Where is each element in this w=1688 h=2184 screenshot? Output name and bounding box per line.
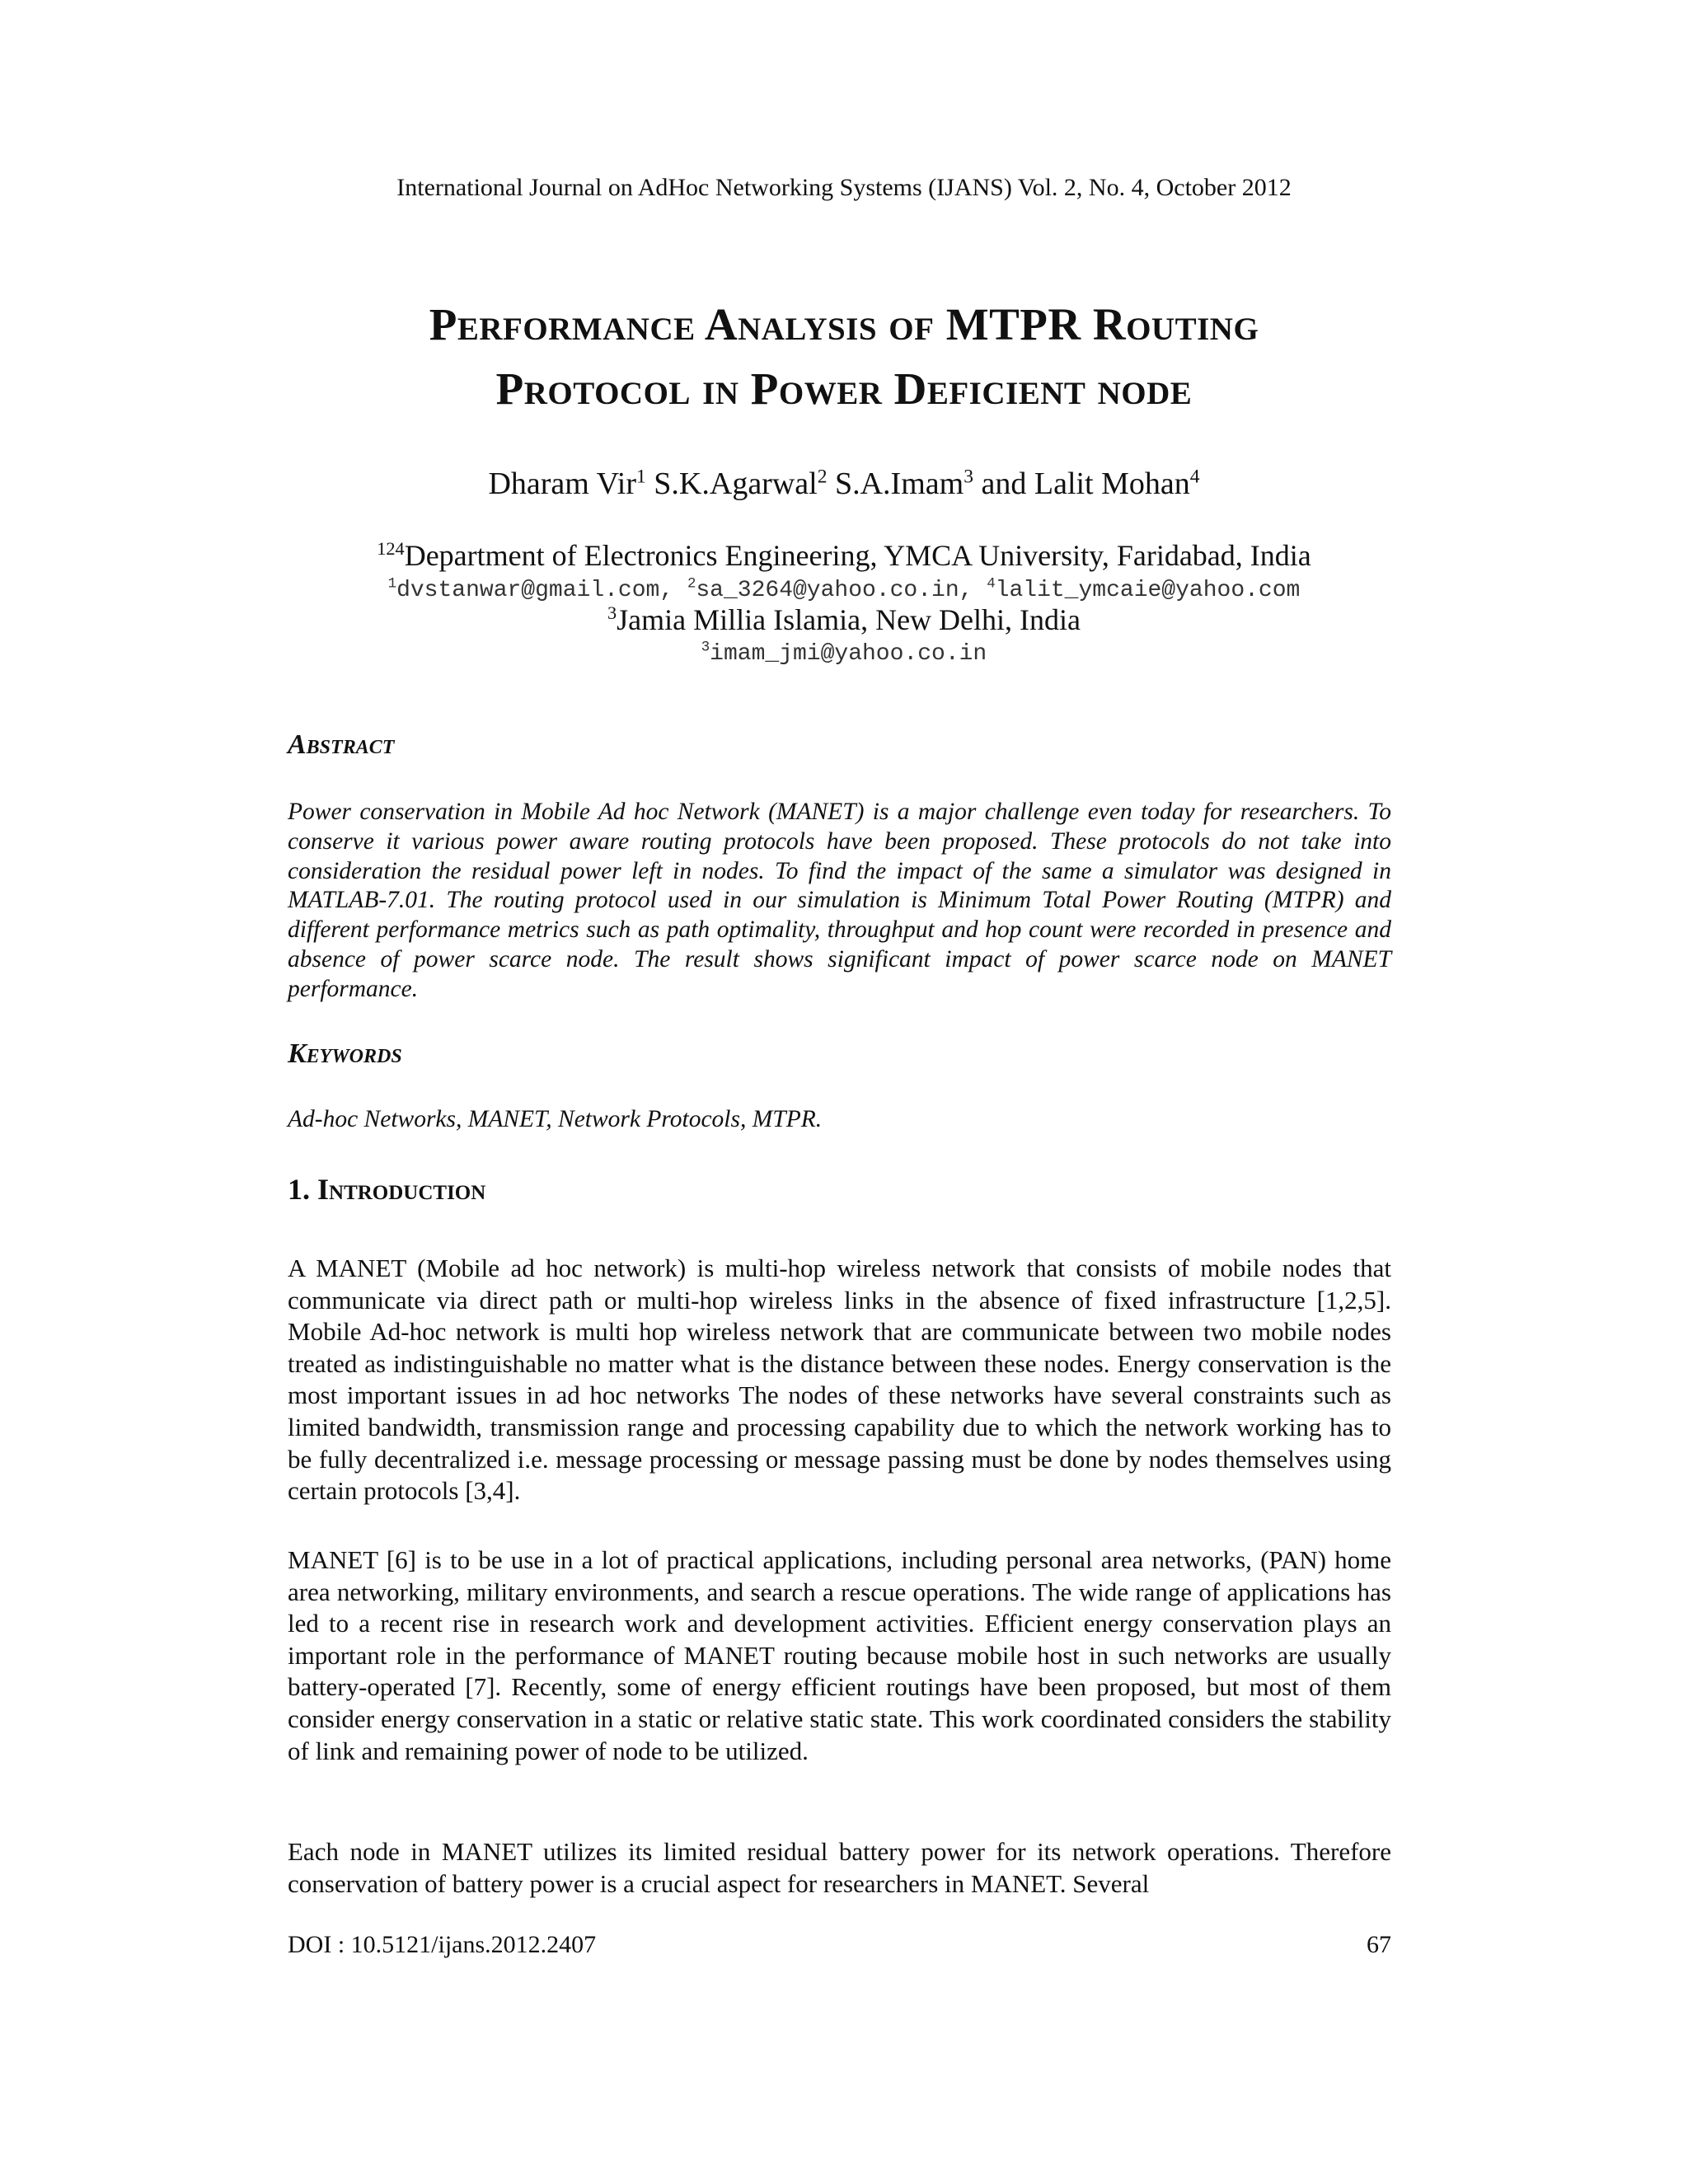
author-name: S.A.Imam [834,466,964,501]
email-mark: 4 [987,576,996,593]
email-address[interactable]: dvstanwar@gmail.com, [396,578,674,603]
author-name: S.K.Agarwal [654,466,818,501]
affiliation-mark: 124 [377,538,405,559]
affiliation-text: Department of Electronics Engineering, YMCA University, Faridabad, India [404,539,1311,572]
intro-paragraph-2: MANET [6] is to be use in a lot of practical applications, including personal area networks, (PAN) home area networking, military environments, and search a rescue operations. The wide range of applications has led to a recent rise in research work and development activities. Efficient energy conservation plays an important role in the performance of MANET routing because mobile host in such networks are usually battery-operated [7]. Recently, some of energy efficient routings have been proposed, but most of them consider energy conservation in a static or relative static state. This work coordinated considers the stability of link and remaining power of node to be utilized. [288,1545,1391,1765]
email-mark: 3 [701,640,710,656]
intro-paragraph-1: A MANET (Mobile ad hoc network) is multi-hop wireless network that consists of mobile nodes that communicate via direct path or multi-hop wireless links in the absence of fixed infrastructure [1,2,5]. Mobile Ad-hoc network is multi hop wireless network that are communicate between two mobile nodes treated as indistinguishable no matter what is the distance between these nodes. Energy conservation is the most important issues in ad hoc networks The nodes of these networks have several constraints such as limited bandwidth, transmission range and processing capability due to which the network working has to be fully decentralized i.e. message processing or message passing must be done by nodes themselves using certain protocols [3,4]. [288,1254,1391,1506]
title-line-2: Protocol in Power Deficient node [495,363,1193,414]
email-mark: 2 [687,576,696,593]
keywords-text: Ad-hoc Networks, MANET, Network Protocols, MTPR. [288,1106,823,1132]
page-number: 67 [1367,1931,1391,1958]
author-mark: 2 [817,466,828,488]
title-line-1: Performance Analysis of MTPR Routing [429,299,1259,349]
keywords-heading: Keywords [288,1038,402,1069]
affiliation-text: Jamia Millia Islamia, New Delhi, India [617,603,1081,636]
email-address[interactable]: sa_3264@yahoo.co.in, [696,578,973,603]
author-mark: 1 [636,466,646,488]
affiliation-ymca [0,537,1688,574]
author-mark: 4 [1189,466,1200,488]
email-mark: 1 [387,576,397,593]
author-name: Dharam Vir [488,466,637,501]
affiliation-mark: 3 [607,602,617,623]
email-address[interactable]: lalit_ymcaie@yahoo.com [995,578,1301,603]
journal-header: International Journal on AdHoc Networking Systems (IJANS) Vol. 2, No. 4, October 2012 [396,174,1292,201]
author-list [0,463,1688,504]
affiliation-jamia [0,602,1688,638]
email-line-2 [0,640,1688,668]
authors-joiner: and [981,466,1027,501]
abstract-heading: Abstract [288,729,395,760]
footer-doi: DOI : 10.5121/ijans.2012.2407 [288,1931,597,1958]
author-name: Lalit Mohan [1034,466,1190,501]
email-line-1 [0,577,1688,605]
abstract-text: Power conservation in Mobile Ad hoc Network (MANET) is a major challenge even today for researchers. To conserve it various power aware routing protocols have been proposed. These protocols do not take into consideration the residual power left in nodes. To find the impact of the same a simulator was designed in MATLAB-7.01. The routing protocol used in our simulation is Minimum Total Power Routing (MTPR) and different performance metrics such as path optimality, throughput and hop count were recorded in presence and absence of power scarce node. The result shows significant impact of power scarce node on MANET performance. [288,799,1391,1002]
introduction-heading: 1. Introduction [288,1173,486,1206]
intro-paragraph-3: Each node in MANET utilizes its limited residual battery power for its network operations. Therefore conservation of battery power is a crucial aspect for researchers in MANET. Several [288,1837,1391,1898]
paper-title [0,293,1688,421]
author-mark: 3 [964,466,973,488]
email-address[interactable]: imam_jmi@yahoo.co.in [710,641,987,667]
